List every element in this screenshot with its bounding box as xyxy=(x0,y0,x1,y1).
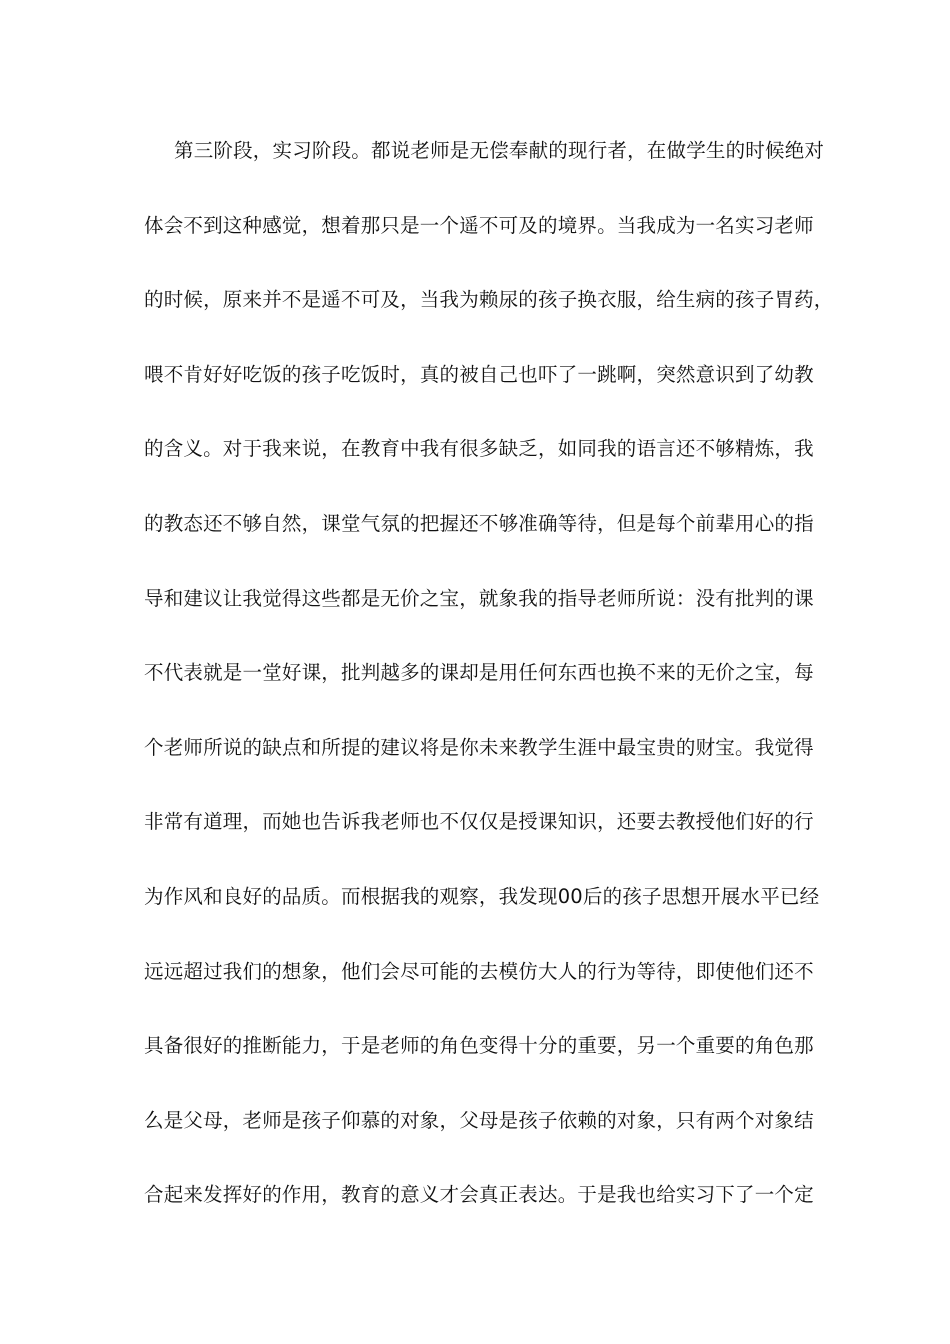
text-line-2: 体会不到这种感觉，想着那只是一个遥不可及的境界。当我成为一名实习老师 xyxy=(144,213,814,237)
text-line-4: 喂不肯好好吃饭的孩子吃饭时，真的被自己也吓了一跳啊，突然意识到了幼教 xyxy=(144,362,814,386)
body-paragraph xyxy=(144,128,834,1247)
text-line-10: 非常有道理，而她也告诉我老师也不仅仅是授课知识，还要去教授他们好的行 xyxy=(144,810,814,834)
text-line-13: 具备很好的推断能力，于是老师的角色变得十分的重要，另一个重要的角色那 xyxy=(144,1034,814,1058)
text-line-14: 么是父母，老师是孩子仰慕的对象，父母是孩子依赖的对象，只有两个对象结 xyxy=(144,1108,814,1132)
text-line-9: 个老师所说的缺点和所提的建议将是你未来教学生涯中最宝贵的财宝。我觉得 xyxy=(144,735,814,759)
text-line-11: 为作风和良好的品质。而根据我的观察，我发现00后的孩子思想开展水平已经 xyxy=(144,884,820,908)
text-line-3: 的时候，原来并不是遥不可及，当我为赖尿的孩子换衣服，给生病的孩子胃药， xyxy=(144,288,834,312)
text-line-8: 不代表就是一堂好课，批判越多的课却是用任何东西也换不来的无价之宝，每 xyxy=(144,661,814,685)
text-line-1: 第三阶段，实习阶段。都说老师是无偿奉献的现行者，在做学生的时候绝对 xyxy=(174,139,825,162)
text-line-15: 合起来发挥好的作用，教育的意义才会真正表达。于是我也给实习下了一个定 xyxy=(144,1183,814,1207)
text-line-6: 的教态还不够自然，课堂气氛的把握还不够准确等待，但是每个前辈用心的指 xyxy=(144,511,814,535)
text-line-12: 远远超过我们的想象，他们会尽可能的去模仿大人的行为等待，即使他们还不 xyxy=(144,959,814,983)
text-line-7: 导和建议让我觉得这些都是无价之宝，就象我的指导老师所说：没有批判的课 xyxy=(144,586,814,610)
text-line-5: 的含义。对于我来说，在教育中我有很多缺乏，如同我的语言还不够精炼，我 xyxy=(144,437,814,461)
